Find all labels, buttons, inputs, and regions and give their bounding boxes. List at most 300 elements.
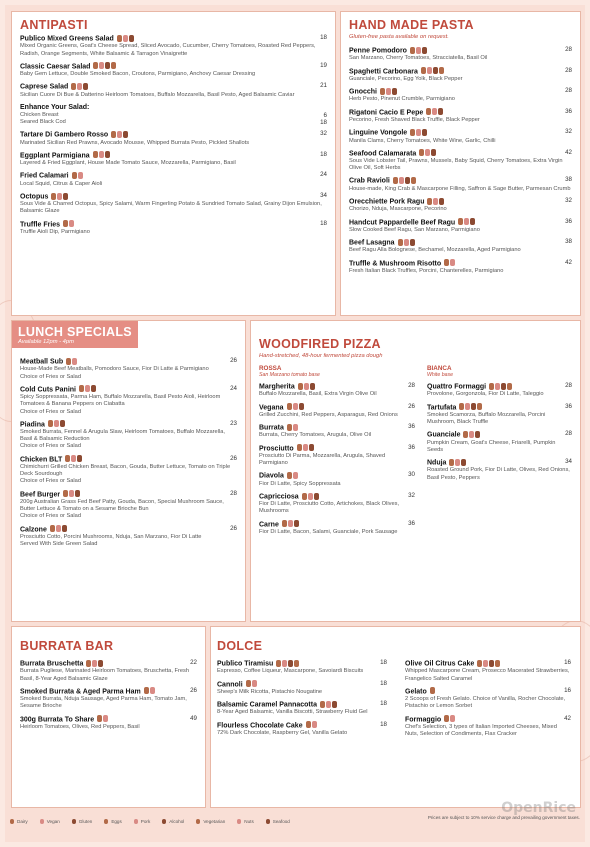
pasta-title: HAND MADE PASTA <box>349 18 474 32</box>
dietary-icon <box>444 259 449 266</box>
dietary-icon <box>298 383 303 390</box>
item-price: 23 <box>230 419 237 427</box>
item-name-text: Tartare Di Gambero Rosso <box>20 131 109 139</box>
dietary-icon <box>246 680 251 687</box>
dietary-icons <box>444 715 456 724</box>
item-name-text: Chicken BLT <box>20 456 63 463</box>
item-name-text: Truffle & Mushroom Risotto <box>349 260 442 268</box>
dietary-icons <box>477 659 501 668</box>
dietary-icon <box>430 687 435 694</box>
item-price: 22 <box>190 659 197 666</box>
item-name-text: Gnocchi <box>349 88 378 96</box>
dietary-icon <box>419 149 424 156</box>
item-description: Espresso, Coffee Liqueur, Mascarpone, Savoiardi Biscuits <box>217 668 364 675</box>
dietary-icon <box>75 490 80 497</box>
dietary-icon <box>433 198 438 205</box>
dietary-icon <box>450 715 455 722</box>
dietary-icon <box>411 177 416 184</box>
item-name-text: Eggplant Parmigiana <box>20 152 90 160</box>
item-description: Baby Gem Lettuce, Double Smoked Bacon, Croutons, Parmigiano, Anchovy Caesar Dressing <box>20 71 256 78</box>
dietary-icon <box>380 88 385 95</box>
legend-label: Vegetarian <box>203 819 226 825</box>
dietary-icon <box>71 83 76 90</box>
item-description: Chorizo, Nduja, Mascarpone, Pecorino <box>349 206 447 213</box>
dietary-icon <box>475 431 480 438</box>
dietary-icon <box>450 259 455 266</box>
menu-item <box>217 680 387 697</box>
menu-item <box>20 130 327 147</box>
dietary-icons <box>419 149 437 158</box>
dietary-icons <box>93 62 117 71</box>
item-price: 28 <box>565 382 572 389</box>
dietary-icon <box>425 149 430 156</box>
item-price: 30 <box>408 471 415 479</box>
dietary-icon <box>287 424 292 431</box>
dietary-icons <box>320 700 338 709</box>
item-name-text: Formaggio <box>405 715 442 723</box>
item-price: 26 <box>190 686 197 694</box>
item-description: Roasted Ground Pork, Fior Di Latte, Olives, Red Onions, Basil Pesto, Peppers <box>427 467 570 481</box>
dietary-icon <box>282 660 287 667</box>
pizza-panel <box>250 320 581 622</box>
item-description: Heirloom Tomatoes, Olives, Red Peppers, Basil <box>20 723 140 730</box>
dietary-icon <box>392 88 397 95</box>
item-price: 28 <box>565 430 572 438</box>
dietary-icon <box>427 67 432 74</box>
dietary-icon <box>86 660 91 667</box>
legend-label: Eggs <box>111 819 122 825</box>
dietary-icon <box>77 83 82 90</box>
dietary-icon <box>293 424 298 431</box>
item-name-text: Balsamic Caramel Pannacotta <box>217 701 317 709</box>
item-price: 24 <box>320 171 327 179</box>
item-name-text: Spaghetti Carbonara <box>349 67 418 75</box>
dietary-icon <box>320 701 325 708</box>
menu-item <box>20 715 197 732</box>
item-description: Chicken Breast 6 <box>20 111 327 119</box>
dietary-icon <box>150 687 155 694</box>
item-description: Whipped Mascarpone Cream, Prosecco Macerated Strawberries, Frangelico Salted Caramel <box>405 668 570 682</box>
menu-item <box>217 721 387 738</box>
dietary-icon <box>458 218 463 225</box>
dietary-icon <box>393 177 398 184</box>
item-price: 36 <box>408 443 415 451</box>
item-name-text: Diavola <box>259 472 284 480</box>
dietary-icon <box>105 151 110 158</box>
item-description: House-made, King Crab & Mascarpone Filling, Saffron & Sage Butter, Parmesan Crumb <box>349 185 571 192</box>
dolce-panel <box>210 626 581 808</box>
item-name <box>20 130 327 139</box>
dietary-icons <box>86 659 104 668</box>
dietary-icon <box>303 444 308 451</box>
dietary-icon <box>507 383 512 390</box>
legend-label: Alcohol <box>169 819 185 825</box>
item-name <box>349 108 572 117</box>
dietary-icons <box>430 687 436 696</box>
menu-item <box>349 108 572 125</box>
dietary-icon <box>97 715 102 722</box>
bianca-list <box>427 382 572 482</box>
dietary-icon <box>386 88 391 95</box>
item-price: 36 <box>565 402 572 410</box>
item-name-text: Publico Mixed Greens Salad <box>20 35 114 43</box>
dietary-icons <box>287 471 299 480</box>
dietary-icons <box>444 259 456 268</box>
legend-item <box>104 819 121 824</box>
item-name <box>217 700 387 709</box>
dietary-icons <box>117 34 135 43</box>
item-name <box>20 62 327 71</box>
item-name-text: Capricciosa <box>259 493 299 501</box>
dietary-icons <box>380 87 398 96</box>
item-description: Provolone, Gorgonzola, Fior Di Latte, Taleggio <box>427 391 544 398</box>
menu-item <box>20 151 327 168</box>
item-name <box>427 403 572 412</box>
item-name-text: Olive Oil Citrus Cake <box>405 660 475 668</box>
item-description: Prosciutto Cotto, Porcini Mushrooms, Nduja, San Marzano, Fior Di Latte <box>20 533 202 540</box>
dietary-icon <box>410 129 415 136</box>
menu-item <box>20 687 197 711</box>
dietary-icons <box>51 192 69 201</box>
dietary-icon <box>299 403 304 410</box>
item-description: Served With Side Green Salad <box>20 541 98 548</box>
dietary-icon <box>477 660 482 667</box>
dietary-icons <box>393 176 417 185</box>
item-name <box>20 455 237 464</box>
item-price: 34 <box>565 458 572 466</box>
item-name-text: Truffle Fries <box>20 220 61 228</box>
dietary-icon <box>444 715 449 722</box>
dietary-icon <box>302 493 307 500</box>
item-name <box>20 357 237 366</box>
dietary-icons <box>50 525 68 534</box>
menu-item <box>405 715 571 739</box>
dietary-icons <box>306 721 318 730</box>
dietary-icon <box>416 129 421 136</box>
dietary-icon <box>123 35 128 42</box>
dietary-icons <box>71 82 89 91</box>
dietary-icon <box>72 172 77 179</box>
dietary-icon <box>57 193 62 200</box>
dietary-icon <box>63 220 68 227</box>
dietary-icons <box>458 218 476 227</box>
legend-item <box>40 819 60 824</box>
dietary-icon <box>79 385 84 392</box>
legend-item <box>266 819 290 824</box>
legend-item <box>134 819 150 824</box>
dietary-icon <box>93 62 98 69</box>
item-name-text: Linguine Vongole <box>349 129 408 137</box>
item-price: 32 <box>320 130 327 138</box>
rossa-list <box>259 382 415 536</box>
menu-item <box>20 171 327 188</box>
item-description: Choice of Fries or Salad <box>20 478 82 485</box>
item-description: Marinated Sicilian Red Prawns, Avocado Mousse, Whipped Burrata Pesto, Pickled Shallots <box>20 139 250 146</box>
menu-item <box>259 444 415 468</box>
item-description: 2 Scoops of Fresh Gelato. Choice of Vanilla, Rocher Chocolate, Pistachio or Lemon Sorbet <box>405 696 566 710</box>
lunch-subtitle: Available 12pm - 4pm <box>18 339 74 345</box>
menu-item <box>20 385 237 416</box>
item-price: 18 <box>320 219 327 227</box>
item-name-text: Publico Tiramisu <box>217 660 274 668</box>
item-name-text: Prosciutto <box>259 444 294 452</box>
dietary-icon <box>455 459 460 466</box>
item-name-text: Enhance Your Salad: <box>20 103 90 111</box>
menu-item <box>20 62 327 79</box>
item-name-text: 300g Burrata To Share <box>20 715 95 723</box>
item-name-text: Burrata Bruschetta <box>20 660 84 668</box>
item-name-text: Caprese Salad <box>20 83 69 91</box>
dietary-icon <box>427 198 432 205</box>
item-description: Manila Clams, Cherry Tomatoes, White Wine, Garlic, Chilli <box>349 137 496 144</box>
dietary-icons <box>66 357 78 366</box>
item-description: Slow Cooked Beef Ragu, San Marzano, Parmigiano <box>349 226 480 233</box>
dietary-icon <box>99 151 104 158</box>
dietary-icons <box>410 128 428 137</box>
item-name <box>20 490 237 499</box>
item-name <box>259 520 415 529</box>
menu-item <box>349 238 572 255</box>
dietary-icons <box>426 108 444 117</box>
dietary-icon <box>117 131 122 138</box>
item-name-text: Burrata <box>259 424 284 432</box>
item-name-text: Crab Ravioli <box>349 177 390 185</box>
item-description: Sous Vide Lobster Tail, Prawns, Mussels, Baby Squid, Cherry Tomatoes, Extra Virgin Olive Oil, Soft Herbs <box>349 158 563 172</box>
item-description: Truffle Aioli Dip, Parmigiano <box>20 228 90 235</box>
item-description: Choice of Fries or Salad <box>20 408 82 415</box>
dolce-left-list <box>217 659 387 737</box>
item-name <box>259 471 415 480</box>
lunch-list <box>20 357 237 548</box>
item-price: 16 <box>564 686 571 694</box>
dietary-icons <box>48 420 66 429</box>
item-name <box>20 715 197 724</box>
menu-item <box>349 87 572 104</box>
item-price: 26 <box>230 524 237 532</box>
dietary-icon <box>294 660 299 667</box>
item-description: Spicy Soppressata, Parma Ham, Buffalo Mozzarella, Basil Pesto Aioli, Heirloom Tomatoes & Banana Peppers on Ciabatta <box>20 394 221 408</box>
dietary-icon <box>105 62 110 69</box>
dietary-icon <box>83 83 88 90</box>
menu-item <box>427 382 572 399</box>
item-description: Sous Vide & Charred Octopus, Spicy Salami, Warm Fingerling Potato & Sundried Tomato Salad, Grainy Dijon Emulsion, Balsamic Glaze <box>20 201 322 215</box>
item-price: 24 <box>230 384 237 392</box>
dietary-icon <box>314 493 319 500</box>
legend-item <box>10 819 28 824</box>
dietary-icon <box>431 149 436 156</box>
item-price: 18 <box>320 34 327 41</box>
item-name-text: Fried Calamari <box>20 172 69 180</box>
item-name-text: Carne <box>259 521 279 529</box>
dolce-title: DOLCE <box>217 639 263 653</box>
legend-icon <box>104 819 108 824</box>
item-name-text: Octopus <box>20 193 49 201</box>
item-name <box>405 687 571 696</box>
item-name <box>20 34 327 43</box>
legend-item <box>162 819 184 824</box>
menu-item <box>20 525 237 549</box>
dietary-icon <box>252 680 257 687</box>
item-name <box>405 715 571 724</box>
dietary-icon <box>399 177 404 184</box>
dietary-icon <box>449 459 454 466</box>
dietary-icon <box>297 444 302 451</box>
item-description: Chimichurri Grilled Chicken Breast, Bacon, Gouda, Butter Lettuce, Tomato on Triple Deck Sourdough <box>20 464 231 478</box>
item-name <box>259 423 415 432</box>
item-name <box>20 103 327 112</box>
menu-item <box>259 403 415 420</box>
dietary-icon <box>51 193 56 200</box>
item-price: 21 <box>320 82 327 90</box>
legend-item <box>237 819 253 824</box>
item-name-text: Piadina <box>20 421 45 429</box>
dietary-icon <box>54 420 59 427</box>
item-description: Smoked Burrata, Nduja Sausage, Aged Parma Ham, Tomato Jam, Sesame Brioche <box>20 696 187 710</box>
item-description: Layered & Fried Eggplant, House Made Tomato Sauce, Mozzarella, Parmigiano, Basil <box>20 160 236 167</box>
burrata-title: BURRATA BAR <box>20 639 114 653</box>
menu-item <box>20 357 237 381</box>
item-name-text: Meatball Sub <box>20 358 64 366</box>
item-name <box>259 444 415 453</box>
dietary-icon <box>464 218 469 225</box>
item-name <box>20 220 327 229</box>
item-price: 32 <box>565 128 572 136</box>
item-name <box>349 218 572 227</box>
item-price: 28 <box>230 489 237 497</box>
item-name-text: Guanciale <box>427 431 461 439</box>
dietary-icon <box>48 420 53 427</box>
burrata-panel <box>11 626 206 808</box>
item-name <box>349 87 572 96</box>
dietary-icons <box>65 455 83 464</box>
burrata-list <box>20 659 197 731</box>
item-description: House-Made Beef Meatballs, Pomodoro Sauce, Fior Di Latte & Parmigiano <box>20 366 209 373</box>
item-name <box>427 458 572 467</box>
dietary-icon <box>293 472 298 479</box>
item-name <box>217 659 387 668</box>
item-name <box>20 385 237 394</box>
dietary-icons <box>63 490 81 499</box>
item-price: 19 <box>320 61 327 69</box>
item-name <box>349 149 572 158</box>
dietary-icons <box>459 403 483 412</box>
item-name <box>405 659 571 668</box>
watermark-logo: OpenRice <box>501 800 576 816</box>
item-description: Buffalo Mozzarella, Basil, Extra Virgin Olive Oil <box>259 391 377 398</box>
item-name-text: Margherita <box>259 383 295 391</box>
item-name <box>20 82 327 91</box>
dietary-icon <box>439 67 444 74</box>
menu-item <box>20 34 327 58</box>
dietary-icon <box>463 431 468 438</box>
legend-icon <box>134 819 138 824</box>
dietary-icons <box>276 659 300 668</box>
menu-item <box>20 659 197 683</box>
dietary-icon <box>432 108 437 115</box>
dietary-icon <box>77 455 82 462</box>
item-description: Prosciutto Di Parma, Mozzarella, Arugula, Shaved Parmigiano <box>259 452 386 467</box>
item-name <box>259 403 415 412</box>
menu-item <box>259 423 415 440</box>
item-name-text: Rigatoni Cacio E Pepe <box>349 108 424 116</box>
dietary-icons <box>287 423 299 432</box>
dietary-icons <box>246 680 258 689</box>
item-price: 34 <box>320 191 327 199</box>
dietary-icon <box>477 403 482 410</box>
dietary-icons <box>489 382 513 391</box>
menu-item <box>20 192 327 216</box>
item-name <box>20 171 327 180</box>
dietary-icon <box>461 459 466 466</box>
dietary-icon <box>60 420 65 427</box>
rossa-label: ROSSA <box>259 365 282 372</box>
item-price: 28 <box>565 87 572 95</box>
item-description: Mixed Organic Greens, Goat's Cheese Spread, Sliced Avocado, Cucumber, Cherry Tomatoes, Roasted Red Peppers, Radish, Orange Segments, White Balsamic & Tarragon Vinaigrette <box>20 43 316 57</box>
menu-item <box>217 659 387 676</box>
antipasti-list <box>20 34 327 236</box>
dietary-icon <box>98 660 103 667</box>
dietary-icons <box>463 430 481 439</box>
pasta-panel <box>340 11 581 316</box>
menu-item <box>427 403 572 427</box>
dietary-icons <box>449 458 467 467</box>
pizza-title: WOODFIRED PIZZA <box>259 337 381 351</box>
dietary-icons <box>398 238 416 247</box>
item-price: 36 <box>408 423 415 431</box>
dietary-icon <box>78 172 83 179</box>
item-name-text: Cannoli <box>217 680 243 688</box>
item-price: 18 <box>380 679 387 687</box>
item-price: 32 <box>565 197 572 205</box>
item-name <box>349 67 572 76</box>
dietary-icons <box>297 444 315 453</box>
dietary-icons <box>144 687 156 696</box>
dietary-icon <box>103 715 108 722</box>
item-description: Fior Di Latte, Bacon, Salami, Guanciale, Pork Sausage <box>259 529 398 536</box>
dietary-icon <box>426 108 431 115</box>
item-name <box>349 197 572 206</box>
item-price: 42 <box>564 714 571 722</box>
dietary-icon <box>304 383 309 390</box>
dietary-icon <box>111 131 116 138</box>
dietary-icon <box>66 358 71 365</box>
item-price: 18 <box>380 700 387 708</box>
menu-item <box>259 492 415 516</box>
pasta-list <box>349 46 572 275</box>
dietary-icon <box>459 403 464 410</box>
pasta-subtitle: Gluten-free pasta available on request. <box>349 34 449 40</box>
dietary-icon <box>404 239 409 246</box>
item-price: 26 <box>408 402 415 410</box>
legend-icon <box>237 819 241 824</box>
item-name <box>217 721 387 730</box>
dietary-icon <box>288 520 293 527</box>
dietary-icons <box>63 220 75 229</box>
item-name-text: Cold Cuts Panini <box>20 386 76 394</box>
dietary-icon <box>69 490 74 497</box>
legend-icon <box>40 819 44 824</box>
rossa-sublabel: San Marzano tomato base <box>259 372 320 378</box>
pizza-bianca-column <box>427 365 572 486</box>
dietary-icon <box>495 383 500 390</box>
item-name <box>217 680 387 689</box>
item-description: Pumpkin Cream, Goat's Cheese, Friarelli, Pumpkin Seeds <box>427 439 556 453</box>
dietary-icon <box>433 67 438 74</box>
item-name <box>20 420 237 429</box>
item-price: 32 <box>408 491 415 499</box>
legend-icon <box>10 819 14 824</box>
dietary-icons <box>410 46 428 55</box>
